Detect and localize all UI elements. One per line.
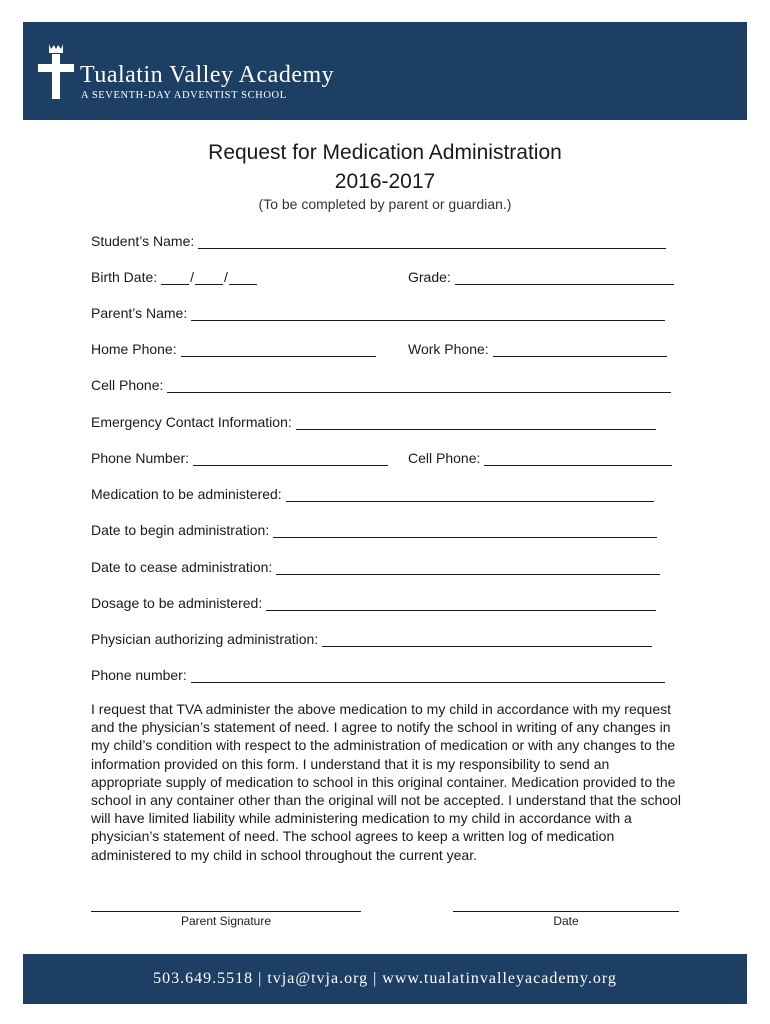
- grade-label: Grade:: [408, 269, 451, 285]
- emergency-cell-row: [408, 448, 672, 466]
- physician-field[interactable]: [322, 632, 652, 647]
- signature-date-label: Date: [553, 914, 579, 928]
- emergency-cell-label: Cell Phone:: [408, 450, 481, 466]
- date-separator: /: [190, 269, 195, 285]
- dosage-field[interactable]: [266, 596, 656, 611]
- date-begin-row: [91, 520, 657, 538]
- work-phone-row: [408, 339, 667, 357]
- parent-signature-field[interactable]: [91, 910, 361, 912]
- school-tagline: A SEVENTH-DAY ADVENTIST SCHOOL: [81, 90, 287, 101]
- form-year: 2016-2017: [334, 170, 436, 193]
- parent-signature-label: Parent Signature: [180, 914, 272, 928]
- parent-name-label: Parent’s Name:: [91, 305, 188, 321]
- physician-phone-field[interactable]: [191, 668, 665, 683]
- dosage-row: [91, 593, 656, 611]
- cell-phone-field[interactable]: [167, 378, 671, 393]
- authorization-statement: I request that TVA administer the above medication to my child in accordance with my request and the physician’s statement of need. I agree to notify the school in writing of any changes in my child’s condition with respect to the administration of medication or with any changes to the information provided on this form. I understand that it is my responsibility to send an appropriate supply of medication to school in this original container. Medication provided to the school in any container other than the original will not be accepted. I understand that the school will have limited liability while administering medication to my child in accordance with a physician’s statement of need. The school agrees to keep a written log of medication administered to my child in school throughout the current year.: [91, 701, 681, 863]
- date-begin-field[interactable]: [273, 523, 657, 538]
- birth-month-field[interactable]: [161, 271, 189, 285]
- cross-crown-icon: [37, 42, 75, 100]
- home-phone-label: Home Phone:: [91, 341, 177, 357]
- medication-label: Medication to be administered:: [91, 486, 282, 502]
- cell-phone-label: Cell Phone:: [91, 377, 164, 393]
- parent-name-row: [91, 303, 665, 321]
- physician-phone-row: [91, 665, 665, 683]
- birth-date-label: Birth Date:: [91, 269, 158, 285]
- birth-year-field[interactable]: [229, 271, 257, 285]
- student-name-label: Student’s Name:: [91, 233, 195, 249]
- phone-number-row: [91, 448, 388, 466]
- date-begin-label: Date to begin administration:: [91, 522, 270, 538]
- birth-day-field[interactable]: [195, 271, 223, 285]
- home-phone-field[interactable]: [181, 342, 376, 357]
- emergency-contact-label: Emergency Contact Information:: [91, 414, 292, 430]
- grade-row: [408, 267, 674, 285]
- emergency-contact-field[interactable]: [296, 415, 656, 430]
- form-subtitle: (To be completed by parent or guardian.): [258, 196, 512, 212]
- physician-label: Physician authorizing administration:: [91, 631, 319, 647]
- phone-number-field[interactable]: [193, 451, 388, 466]
- student-name-row: [91, 231, 666, 249]
- signature-date-field[interactable]: [453, 910, 679, 912]
- date-cease-field[interactable]: [276, 560, 660, 575]
- date-cease-row: [91, 557, 660, 575]
- parent-name-field[interactable]: [191, 306, 665, 321]
- physician-phone-label: Phone number:: [91, 667, 187, 683]
- home-phone-row: [91, 339, 376, 357]
- contact-footer: [23, 954, 747, 1004]
- work-phone-field[interactable]: [493, 342, 667, 357]
- phone-number-label: Phone Number:: [91, 450, 190, 466]
- emergency-cell-field[interactable]: [484, 451, 672, 466]
- cell-phone-row: [91, 375, 671, 393]
- contact-info: 503.649.5518 | tvja@tvja.org | www.tualatinvalleyacademy.org: [153, 970, 617, 987]
- school-name: Tualatin Valley Academy: [80, 62, 335, 88]
- work-phone-label: Work Phone:: [408, 341, 489, 357]
- physician-row: [91, 629, 652, 647]
- medication-field[interactable]: [286, 487, 654, 502]
- dosage-label: Dosage to be administered:: [91, 595, 263, 611]
- grade-field[interactable]: [455, 270, 674, 285]
- medication-row: [91, 484, 654, 502]
- birth-date-row: [91, 267, 257, 285]
- form-title: Request for Medication Administration: [208, 141, 562, 164]
- emergency-contact-row: [91, 412, 656, 430]
- school-header-banner: [23, 22, 747, 120]
- student-name-field[interactable]: [198, 234, 666, 249]
- date-separator: /: [224, 269, 228, 285]
- date-cease-label: Date to cease administration:: [91, 559, 273, 575]
